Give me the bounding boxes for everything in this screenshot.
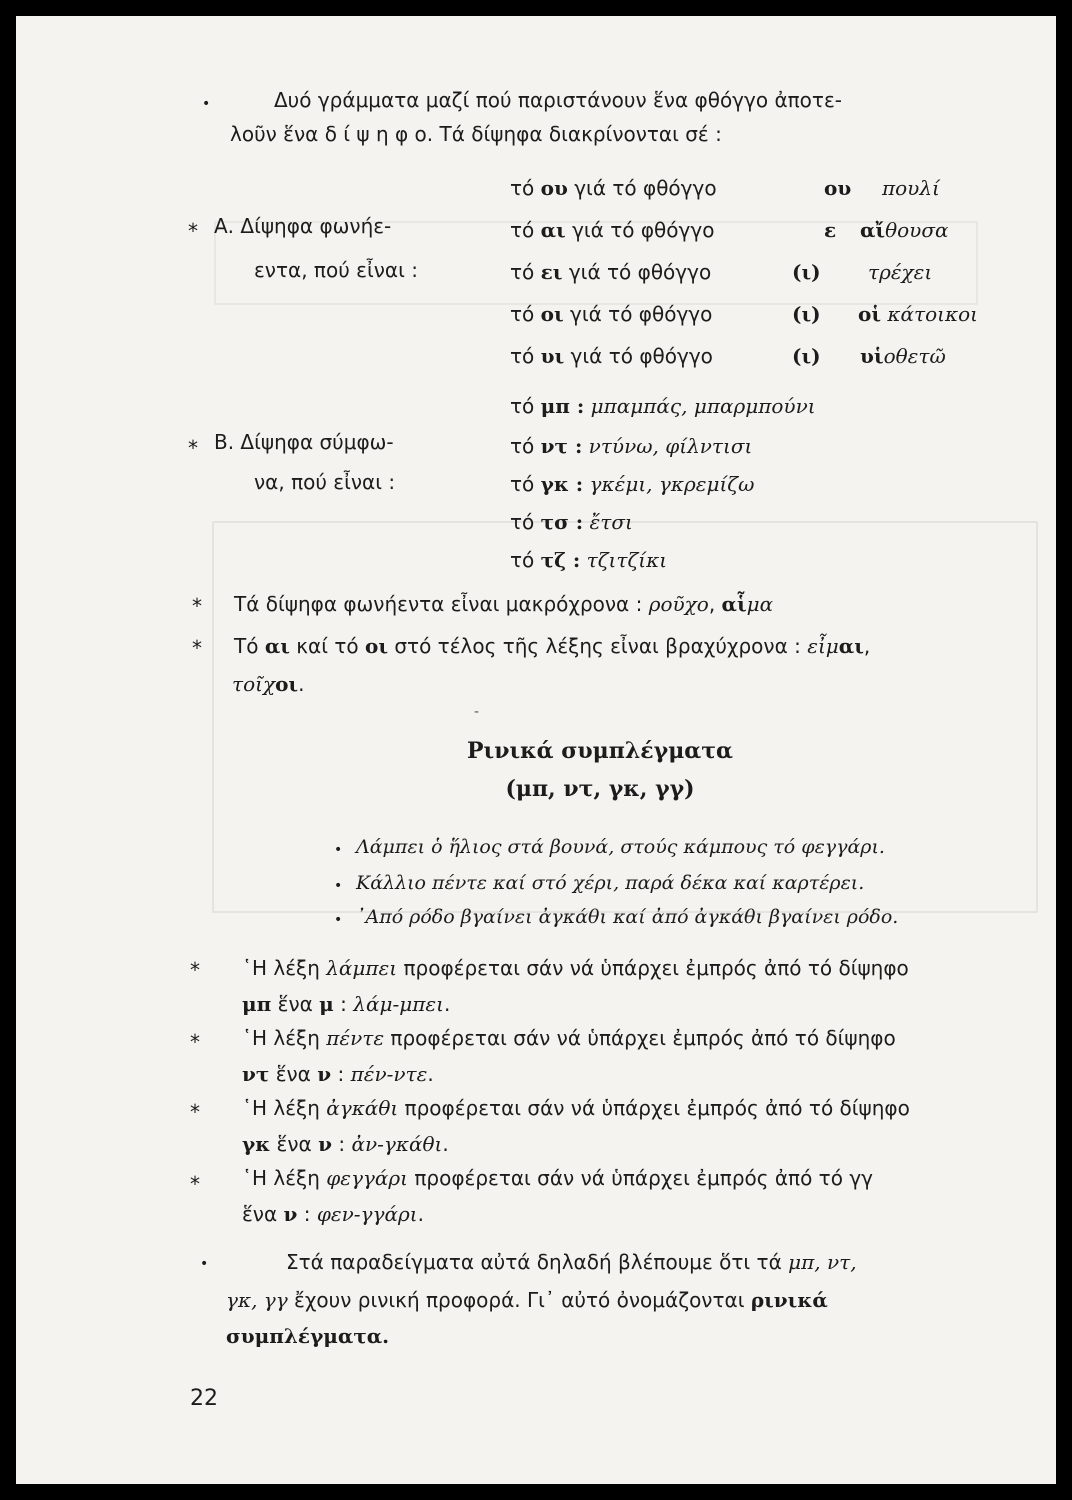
rule-line-cont: ἕνα ν : φεν-γγάρι. bbox=[242, 1202, 424, 1226]
vowel-row-2-sound: (ι) bbox=[792, 260, 821, 284]
note-long-star: * bbox=[192, 594, 202, 618]
rule-line: ῾Η λέξη λάμπει προφέρεται σάν νά ὑπάρχει ἐμπρός ἀπό τό δίψηφο bbox=[242, 956, 909, 980]
intro-line-1: Δυό γράμματα μαζί πού παριστάνουν ἕνα φθόγγο ἀποτε- bbox=[274, 88, 842, 112]
rule-line: ῾Η λέξη ἀγκάθι προφέρεται σάν νά ὑπάρχει ἐμπρός ἀπό τό δίψηφο bbox=[242, 1096, 910, 1120]
rule-star: * bbox=[190, 958, 200, 982]
section-subtitle: (μπ, ντ, γκ, γγ) bbox=[505, 776, 695, 802]
proverb: Κάλλιο πέντε καί στό χέρι, παρά δέκα καί καρτέρει. bbox=[356, 872, 865, 894]
stray-dash: - bbox=[474, 704, 480, 720]
consonant-row: τό τσ : ἔτσι bbox=[510, 510, 633, 534]
note-short-star: * bbox=[192, 636, 202, 660]
vowels-label-1: Α. Δίψηφα φωνήε- bbox=[214, 214, 392, 238]
vowels-label-2: εντα, πού εἶναι : bbox=[254, 258, 418, 282]
rule-line: ῾Η λέξη πέντε προφέρεται σάν νά ὑπάρχει ἐμπρός ἀπό τό δίψηφο bbox=[242, 1026, 896, 1050]
section-title: Ρινικά συμπλέγματα bbox=[467, 738, 733, 764]
vowel-row-4-sound: (ι) bbox=[792, 344, 821, 368]
vowel-row-2-text: τό ει γιά τό φθόγγο bbox=[510, 260, 712, 284]
consonant-row: τό μπ : μπαμπάς, μπαρμπούνι bbox=[510, 394, 816, 418]
vowel-row-3-text: τό οι γιά τό φθόγγο bbox=[510, 302, 713, 326]
intro-line-2-c: . Τά δίψηφα διακρίνονται σέ : bbox=[426, 122, 722, 146]
vowel-row-4-text: τό υι γιά τό φθόγγο bbox=[510, 344, 713, 368]
conclusion-line-2: γκ, γγ ἔχουν ρινική προφορά. Γι᾿ αὐτό ὀνομάζονται ρινικά bbox=[226, 1288, 828, 1312]
vowel-row-1-sound: ε bbox=[824, 218, 837, 242]
proverb-bullet: • bbox=[334, 842, 343, 858]
consonants-label-2: να, πού εἶναι : bbox=[254, 470, 396, 494]
rule-line-cont: μπ ἕνα μ : λάμ-μπει. bbox=[242, 992, 451, 1016]
note-short-vowels-cont: τοῖχοι. bbox=[232, 672, 305, 696]
conclusion-bullet: • bbox=[200, 1256, 209, 1272]
intro-bullet: • bbox=[202, 96, 211, 112]
proverb: Λάμπει ὁ ἥλιος στά βουνά, στούς κάμπους τό φεγγάρι. bbox=[356, 836, 885, 858]
intro-term: δ ί ψ η φ ο bbox=[324, 122, 427, 146]
intro-line-2 bbox=[230, 122, 722, 146]
vowels-star: * bbox=[188, 219, 198, 243]
page-number: 22 bbox=[190, 1386, 218, 1411]
consonant-row: τό τζ : τζιτζίκι bbox=[510, 548, 668, 572]
vowel-row-0-example: πουλί bbox=[882, 176, 940, 200]
rule-star: * bbox=[190, 1172, 200, 1196]
vowel-row-1-example: αἴθουσα bbox=[860, 218, 949, 242]
vowel-row-0-text: τό ου γιά τό φθόγγο bbox=[510, 176, 717, 200]
vowel-row-1-text: τό αι γιά τό φθόγγο bbox=[510, 218, 715, 242]
consonant-row: τό ντ : ντύνω, φίλντισι bbox=[510, 434, 753, 458]
conclusion-line-3: συμπλέγματα. bbox=[226, 1324, 390, 1348]
proverb: ᾿Από ρόδο βγαίνει ἀγκάθι καί ἀπό ἀγκάθι βγαίνει ρόδο. bbox=[356, 906, 899, 928]
book-page bbox=[16, 16, 1056, 1484]
rule-line-cont: ντ ἕνα ν : πέν-ντε. bbox=[242, 1062, 434, 1086]
vowel-row-2-example: τρέχει bbox=[868, 260, 933, 284]
rule-star: * bbox=[190, 1100, 200, 1124]
rule-star: * bbox=[190, 1030, 200, 1054]
vowel-row-0-sound: ου bbox=[824, 176, 852, 200]
vowel-row-3-example: οἱ κάτοικοι bbox=[858, 302, 978, 326]
conclusion-line-1: Στά παραδείγματα αὐτά δηλαδή βλέπουμε ὅτι τά μπ, ντ, bbox=[286, 1250, 857, 1274]
note-long-vowels: Τά δίψηφα φωνήεντα εἶναι μακρόχρονα : ροῦχο, αἷμα bbox=[234, 592, 774, 616]
note-short-vowels: Τό αι καί τό οι στό τέλος τῆς λέξης εἶναι βραχύχρονα : εἶμαι, bbox=[234, 634, 871, 658]
intro-line-2-a: λοῦν ἕνα bbox=[230, 122, 325, 146]
proverb-bullet: • bbox=[334, 878, 343, 894]
vowel-row-3-sound: (ι) bbox=[792, 302, 821, 326]
consonants-label-1: Β. Δίψηφα σύμφω- bbox=[214, 430, 394, 454]
rule-line: ῾Η λέξη φεγγάρι προφέρεται σάν νά ὑπάρχει ἐμπρός ἀπό τό γγ bbox=[242, 1166, 873, 1190]
vowel-row-4-example: υἱοθετῶ bbox=[860, 344, 946, 368]
consonants-star: * bbox=[188, 436, 198, 460]
consonant-row: τό γκ : γκέμι, γκρεμίζω bbox=[510, 472, 755, 496]
proverb-bullet: • bbox=[334, 912, 343, 928]
rule-line-cont: γκ ἕνα ν : ἀν-γκάθι. bbox=[242, 1132, 449, 1156]
